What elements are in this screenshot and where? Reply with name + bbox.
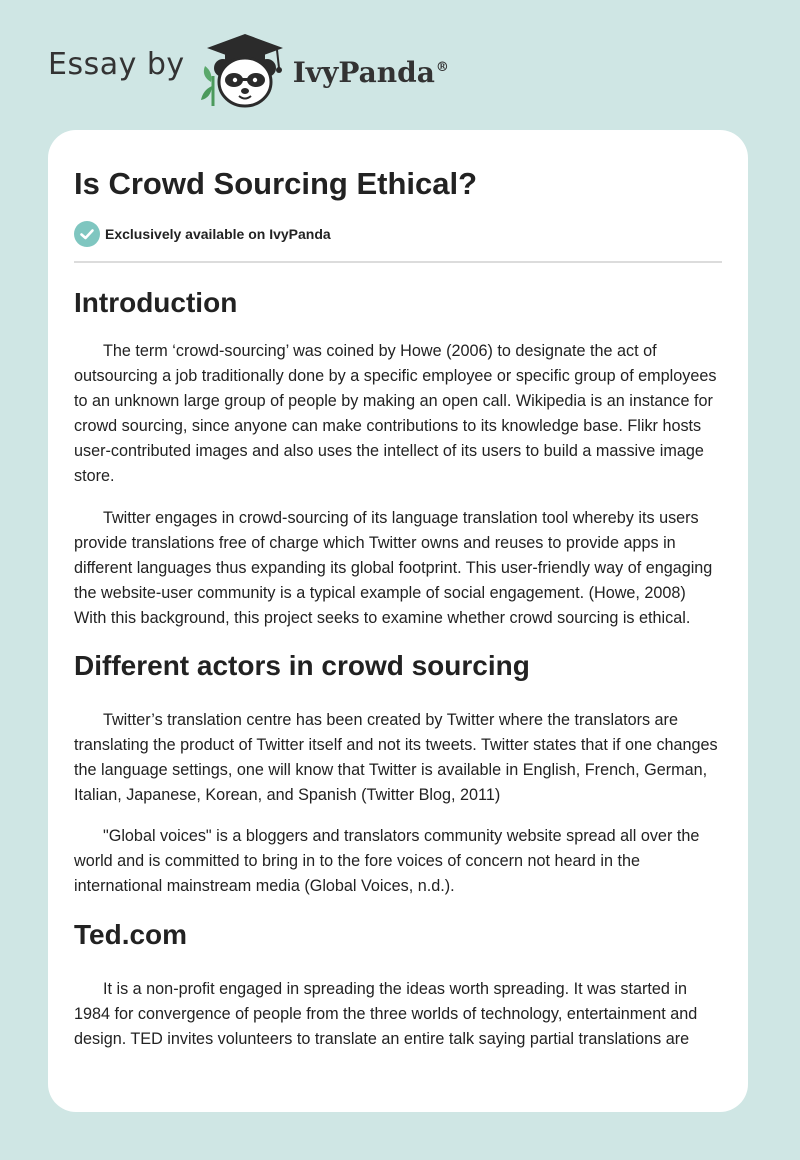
panda-logo-icon xyxy=(199,30,291,110)
badge-label: Exclusively available on IvyPanda xyxy=(105,226,331,242)
brand-logo[interactable] xyxy=(48,30,449,110)
paragraph: Twitter’s translation centre has been created by Twitter where the translators are translating the product of Twitter itself and not its tweets. Twitter states that if one changes the language settings, one will know that Twitter is available in English, French, German, Italian, Japanese, Korean, and Spanish (Twitter Blog, 2011) xyxy=(74,711,718,804)
paragraph: Twitter engages in crowd-sourcing of its language translation tool whereby its users provide translations free of charge which Twitter owns and reuses to provide apps in different languages thus expanding its global footprint. This user-friendly way of engaging the website-user community is a typical example of social engagement. (Howe, 2008) With this background, this project seeks to examine whether crowd sourcing is ethical. xyxy=(74,509,713,627)
paragraph: It is a non-profit engaged in spreading the ideas worth spreading. It was started in 1984 for convergence of people from the three worlds of technology, entertainment and design. TED invites volunteers to translate an entire talk saying partial translations are xyxy=(74,980,698,1048)
essay-card xyxy=(48,130,748,1112)
section-heading-different-actors: Different actors in crowd sourcing xyxy=(74,650,530,681)
registered-mark: ® xyxy=(435,60,449,76)
paragraph: The term ‘crowd-sourcing’ was coined by Howe (2006) to designate the act of outsourcing a job traditionally done by a specific employee or specific group of employees to an unknown large group of people by making an open call. Wikipedia is an instance for crowd sourcing, since anyone can make contributions to its knowledge base. Flikr hosts user-contributed images and also uses the intellect of its users to build a massive image store. xyxy=(74,342,717,485)
section-heading-ted: Ted.com xyxy=(74,919,188,950)
brand-prefix: Essay by xyxy=(48,46,185,82)
section-heading-introduction: Introduction xyxy=(74,287,238,318)
paragraph: "Global voices" is a bloggers and translators community website spread all over the world and is committed to bring in to the fore voices of concern not heard in the international mainstream media (Global Voices, n.d.). xyxy=(74,827,700,895)
check-circle-icon xyxy=(74,221,100,247)
page-title: Is Crowd Sourcing Ethical? xyxy=(74,166,478,201)
brand-name: IvyPanda® xyxy=(292,55,449,89)
exclusive-badge xyxy=(74,221,722,247)
divider xyxy=(74,261,722,263)
